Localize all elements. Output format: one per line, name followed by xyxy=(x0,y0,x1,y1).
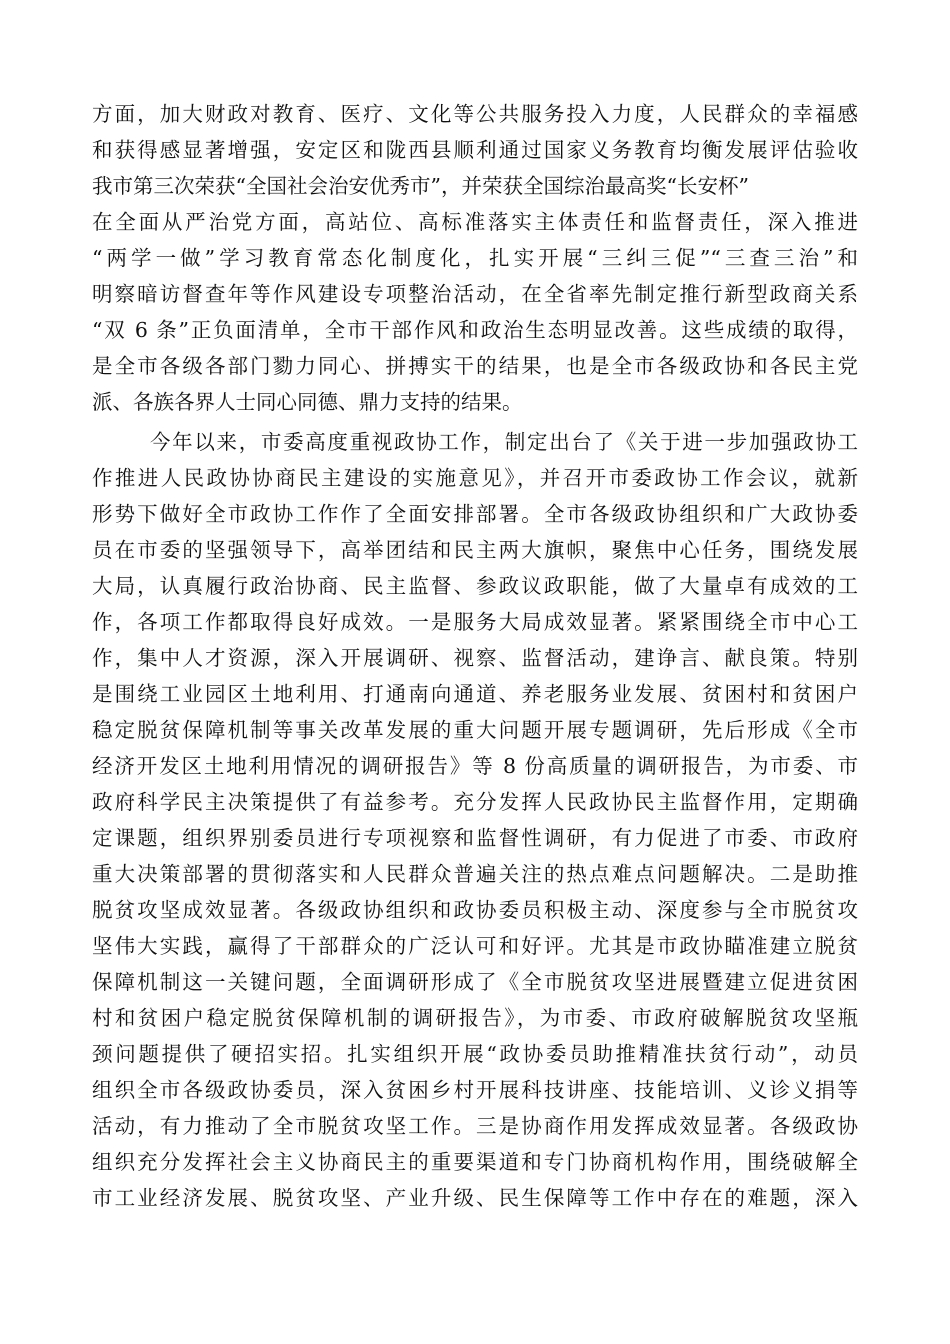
text-line: 脱贫攻坚成效显著。各级政协组织和政协委员积极主动、深度参与全市脱贫攻 xyxy=(92,898,858,922)
text-line: 活动，有力推动了全市脱贫攻坚工作。三是协商作用发挥成效显著。各级政协 xyxy=(92,1114,858,1138)
text-line: 我市第三次荣获“全国社会治安优秀市”，并荣获全国综治最高奖“长安杯” xyxy=(92,174,749,198)
document-page xyxy=(92,96,858,1216)
text-line: 明察暗访督查年等作风建设专项整治活动，在全省率先制定推行新型政商关系 xyxy=(92,282,858,306)
paragraph-1 xyxy=(92,96,858,420)
text-line: 重大决策部署的贯彻落实和人民群众普遍关注的热点难点问题解决。二是助推 xyxy=(92,862,858,886)
text-line: 坚伟大实践，赢得了干部群众的广泛认可和好评。尤其是市政协瞄准建立脱贫 xyxy=(92,934,858,958)
text-line: 组织充分发挥社会主义协商民主的重要渠道和专门协商机构作用，围绕破解全 xyxy=(92,1150,858,1174)
text-line: 今年以来，市委高度重视政协工作，制定出台了《关于进一步加强政协工 xyxy=(150,430,858,454)
text-line: 是围绕工业园区土地利用、打通南向通道、养老服务业发展、贫困村和贫困户 xyxy=(92,682,858,706)
text-line: 员在市委的坚强领导下，高举团结和民主两大旗帜，聚焦中心任务，围绕发展 xyxy=(92,538,858,562)
text-line: 市工业经济发展、脱贫攻坚、产业升级、民生保障等工作中存在的难题，深入 xyxy=(92,1186,858,1210)
text-line: 作，集中人才资源，深入开展调研、视察、监督活动，建诤言、献良策。特别 xyxy=(92,646,858,670)
text-line: 组织全市各级政协委员，深入贫困乡村开展科技讲座、技能培训、义诊义捐等 xyxy=(92,1078,858,1102)
text-line: 经济开发区土地利用情况的调研报告》等 8 份高质量的调研报告，为市委、市 xyxy=(92,754,858,778)
text-line: 派、各族各界人士同心同德、鼎力支持的结果。 xyxy=(92,390,523,414)
text-line: 大局，认真履行政治协商、民主监督、参政议政职能，做了大量卓有成效的工 xyxy=(92,574,858,598)
text-line: 是全市各级各部门勠力同心、拼搏实干的结果，也是全市各级政协和各民主党 xyxy=(92,354,858,378)
text-line: 保障机制这一关键问题，全面调研形成了《全市脱贫攻坚进展暨建立促进贫困 xyxy=(92,970,858,994)
text-line: 形势下做好全市政协工作作了全面安排部署。全市各级政协组织和广大政协委 xyxy=(92,502,858,526)
text-line: 定课题，组织界别委员进行专项视察和监督性调研，有力促进了市委、市政府 xyxy=(92,826,858,850)
text-line: “两学一做”学习教育常态化制度化，扎实开展“三纠三促”“三查三治”和 xyxy=(92,246,858,270)
text-line: 村和贫困户稳定脱贫保障机制的调研报告》，为市委、市政府破解脱贫攻坚瓶 xyxy=(92,1006,858,1030)
text-line: 在全面从严治党方面，高站位、高标准落实主体责任和监督责任，深入推进 xyxy=(92,210,858,234)
paragraph-2 xyxy=(92,424,858,1216)
text-line: 作推进人民政协协商民主建设的实施意见》，并召开市委政协工作会议，就新 xyxy=(92,466,858,490)
text-line: 政府科学民主决策提供了有益参考。充分发挥人民政协民主监督作用，定期确 xyxy=(92,790,858,814)
text-line: 稳定脱贫保障机制等事关改革发展的重大问题开展专题调研，先后形成《全市 xyxy=(92,718,858,742)
text-line: 方面，加大财政对教育、医疗、文化等公共服务投入力度，人民群众的幸福感 xyxy=(92,102,858,126)
text-line: 颈问题提供了硬招实招。扎实组织开展“政协委员助推精准扶贫行动”，动员 xyxy=(92,1042,858,1066)
text-line: 作，各项工作都取得良好成效。一是服务大局成效显著。紧紧围绕全市中心工 xyxy=(92,610,858,634)
text-line: “双 6 条”正负面清单，全市干部作风和政治生态明显改善。这些成绩的取得， xyxy=(92,318,858,342)
text-line: 和获得感显著增强，安定区和陇西县顺利通过国家义务教育均衡发展评估验收 xyxy=(92,138,858,162)
